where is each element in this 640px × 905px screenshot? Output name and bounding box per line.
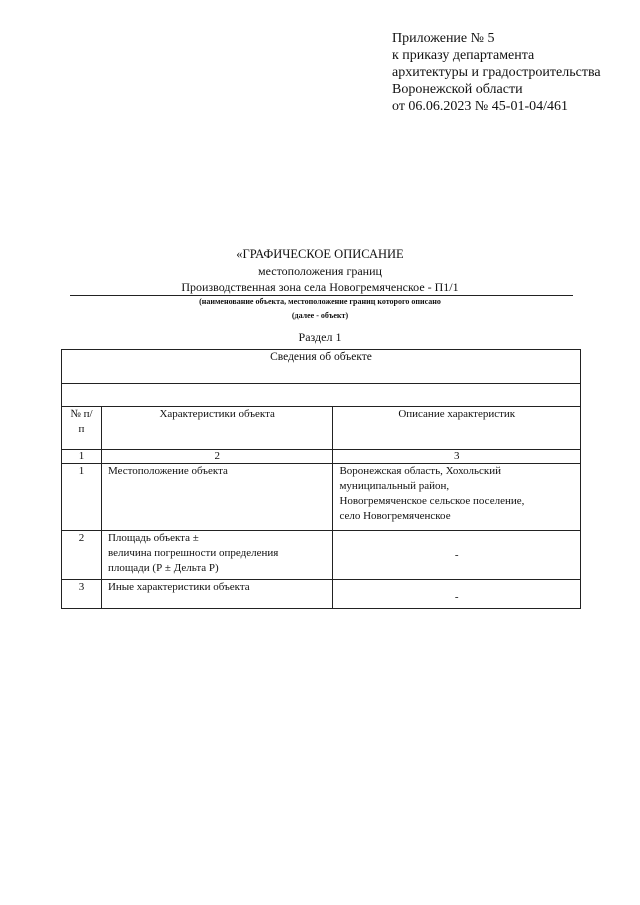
value-line: муниципальный район, [339, 480, 450, 492]
header-description: Описание характеристик [333, 407, 581, 450]
row-name [101, 531, 333, 580]
object-info-table [61, 349, 581, 609]
column-number: 3 [333, 450, 581, 464]
row-num: 2 [62, 531, 102, 580]
document-title: «ГРАФИЧЕСКОЕ ОПИСАНИЕ [236, 247, 404, 261]
value-line: Воронежская область, Хохольский [339, 465, 502, 477]
row-value: - [333, 580, 581, 609]
table-caption-row [62, 350, 581, 384]
appendix-line: к приказу департамента [392, 48, 535, 63]
table-row [62, 531, 581, 580]
section-label: Раздел 1 [298, 330, 342, 344]
table-caption: Сведения об объекте [62, 350, 581, 384]
object-name-underline [70, 295, 573, 296]
table-row [62, 464, 581, 531]
header-characteristics: Характеристики объекта [101, 407, 333, 450]
name-line: Площадь объекта ± [107, 532, 199, 544]
name-line: величина погрешности определения [107, 547, 279, 559]
table-empty-row [62, 384, 581, 407]
object-name: Производственная зона села Новогремяченское - П1/1 [181, 280, 459, 294]
appendix-line: архитектуры и градостроительства [392, 65, 601, 80]
row-num: 1 [62, 464, 102, 531]
value-line: Новогремяченское сельское поселение, [339, 495, 525, 507]
column-number-row [62, 450, 581, 464]
object-name-note-2: (далее - объект) [291, 311, 349, 320]
empty-cell [62, 384, 581, 407]
value-line: село Новогремяченское [339, 510, 451, 522]
row-value [333, 464, 581, 531]
appendix-line: от 06.06.2023 № 45-01-04/461 [392, 99, 569, 114]
header-num: № п/п [62, 407, 102, 450]
column-number: 1 [62, 450, 102, 464]
appendix-line: Приложение № 5 [392, 31, 495, 46]
table-header-row [62, 407, 581, 450]
object-name-note: (наименование объекта, местоположение границ которого описано [199, 297, 441, 306]
document-subtitle: местоположения границ [258, 264, 382, 278]
row-value: - [333, 531, 581, 580]
row-num: 3 [62, 580, 102, 609]
row-name: Иные характеристики объекта [101, 580, 333, 609]
appendix-header [392, 30, 601, 115]
name-line: площади (Р ± Дельта Р) [107, 562, 219, 574]
row-name: Местоположение объекта [101, 464, 333, 531]
appendix-line: Воронежской области [392, 82, 523, 97]
table-row [62, 580, 581, 609]
column-number: 2 [101, 450, 333, 464]
